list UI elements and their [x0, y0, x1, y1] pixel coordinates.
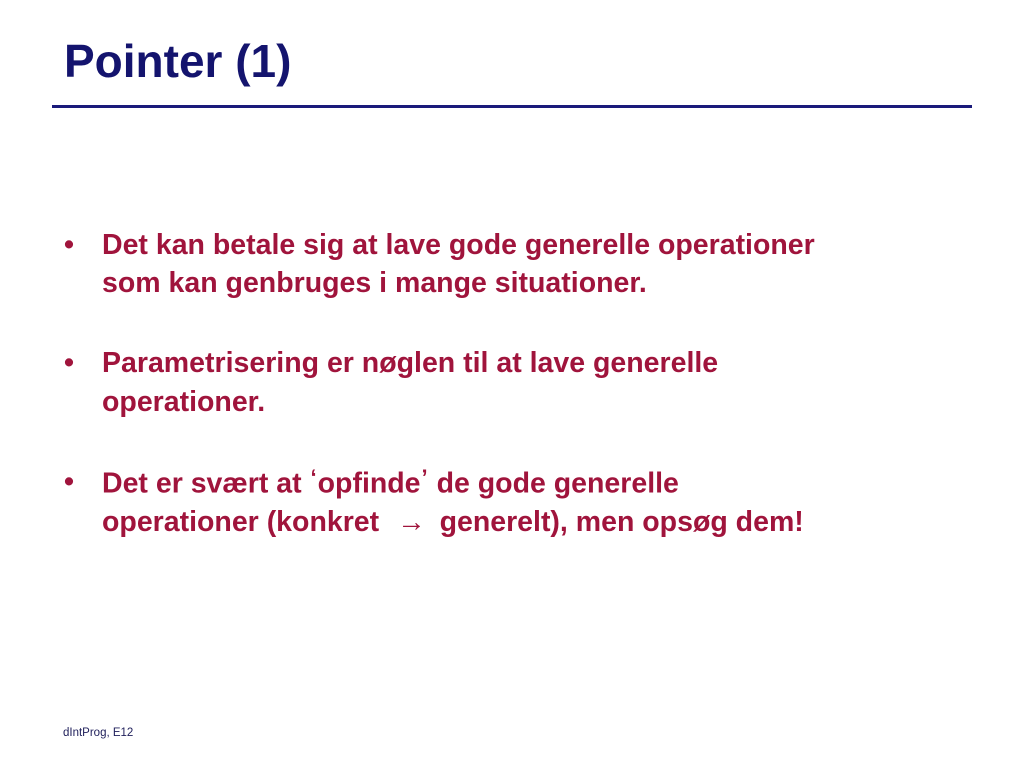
slide-title: Pointer (1) — [64, 35, 292, 87]
bullet-segment: operationer (konkret — [102, 505, 388, 538]
close-quote-glyph: ’ — [421, 464, 428, 490]
bullet-item — [64, 463, 974, 541]
quoted-word: opfinde — [317, 467, 421, 500]
bullet-text — [102, 344, 974, 420]
bullet-text — [102, 463, 974, 541]
slide-footer: dIntProg, E12 — [63, 727, 134, 739]
bullet-line: som kan genbruges i mange situationer. — [102, 267, 647, 300]
bullet-line: operationer. — [102, 385, 266, 418]
bullet-segment: de gode generelle — [428, 467, 679, 500]
bullet-segment: generelt), men opsøg dem! — [439, 505, 804, 538]
bullet-line: Parametrisering er nøglen til at lave generelle — [102, 347, 719, 380]
bullet-item — [64, 226, 974, 302]
bullet-list — [64, 226, 974, 583]
bullet-line — [102, 463, 974, 503]
open-quote-glyph: ‘ — [310, 464, 317, 490]
title-underline — [52, 105, 972, 108]
bullet-segment: Det er svært at — [102, 467, 310, 500]
bullet-marker: • — [64, 347, 74, 380]
bullet-line — [102, 503, 974, 541]
bullet-line: Det kan betale sig at lave gode generelle operationer — [102, 229, 815, 261]
bullet-item — [64, 344, 974, 420]
right-arrow-icon: → — [397, 505, 426, 538]
bullet-text — [102, 226, 974, 302]
bullet-marker: • — [64, 229, 74, 261]
bullet-marker: • — [64, 465, 74, 498]
